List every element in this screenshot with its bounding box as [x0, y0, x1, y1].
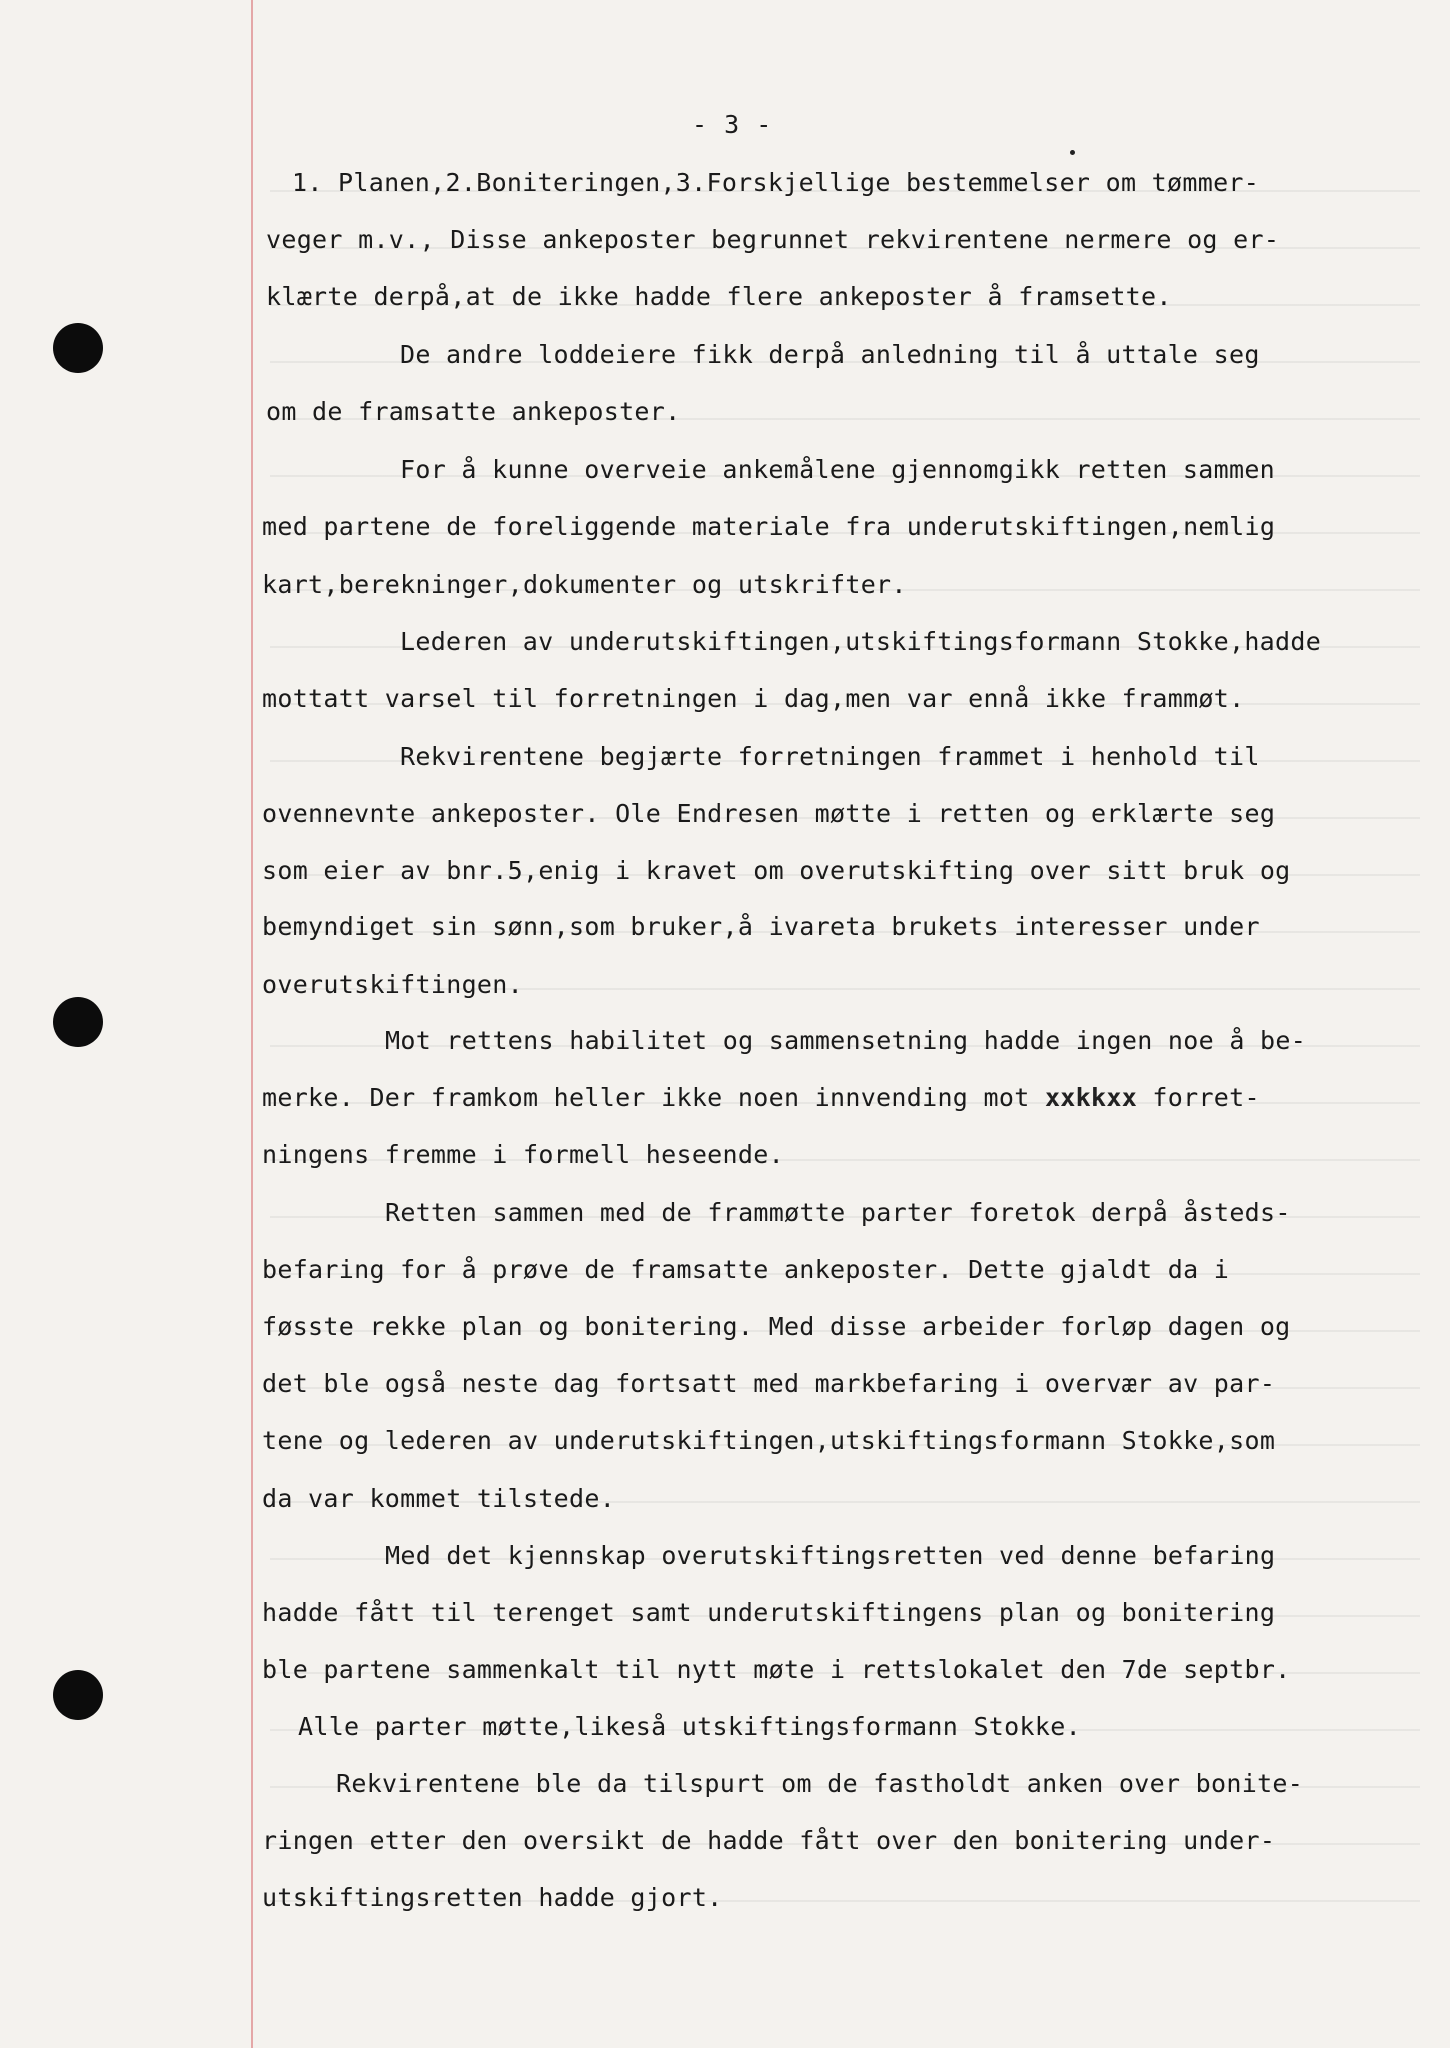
text-line: overutskiftingen. [262, 970, 523, 999]
text-line: ringen etter den oversikt de hadde fått over den bonitering under- [262, 1826, 1276, 1855]
text-line: med partene de foreliggende materiale fra underutskiftingen,nemlig [262, 512, 1276, 541]
text-line: Med det kjennskap overutskiftingsretten ved denne befaring [385, 1541, 1276, 1570]
text-line: da var kommet tilstede. [262, 1484, 616, 1513]
text-line: Mot rettens habilitet og sammensetning hadde ingen noe å be- [385, 1026, 1307, 1055]
text-segment: merke. Der framkom heller ikke noen innvending mot [262, 1083, 1030, 1112]
text-line: Alle parter møtte,likeså utskiftingsformann Stokke. [298, 1712, 1081, 1741]
text-line: veger m.v., Disse ankeposter begrunnet rekvirentene nermere og er- [266, 225, 1280, 254]
text-line: Retten sammen med de frammøtte parter foretok derpå åsteds- [385, 1198, 1291, 1227]
text-line: føsste rekke plan og bonitering. Med disse arbeider forløp dagen og [262, 1312, 1291, 1341]
text-line: De andre loddeiere fikk derpå anledning til å uttale seg [400, 340, 1260, 369]
text-line: Lederen av underutskiftingen,utskiftingsformann Stokke,hadde [400, 627, 1322, 656]
text-line: det ble også neste dag fortsatt med markbefaring i overvær av par- [262, 1369, 1276, 1398]
ink-speck [1070, 150, 1075, 155]
text-line: kart,berekninger,dokumenter og utskrifter. [262, 570, 907, 599]
text-line: bemyndiget sin sønn,som bruker,å ivareta brukets interesser under [262, 912, 1260, 941]
text-line: 1. Planen,2.Boniteringen,3.Forskjellige bestemmelser om tømmer- [292, 168, 1260, 197]
text-line: ningens fremme i formell heseende. [262, 1140, 784, 1169]
punch-hole [53, 1670, 103, 1720]
text-line [262, 1083, 1260, 1113]
margin-line [251, 0, 253, 2048]
punch-hole [53, 997, 103, 1047]
text-line: For å kunne overveie ankemålene gjennomgikk retten sammen [400, 455, 1276, 484]
text-line: utskiftingsretten hadde gjort. [262, 1883, 723, 1912]
struck-out-word: xxkkxx [1044, 1083, 1138, 1112]
text-line: som eier av bnr.5,enig i kravet om overutskifting over sitt bruk og [262, 856, 1291, 885]
text-line: Rekvirentene begjærte forretningen frammet i henhold til [400, 742, 1260, 771]
text-line: ovennevnte ankeposter. Ole Endresen møtte i retten og erklærte seg [262, 799, 1276, 828]
text-line: Rekvirentene ble da tilspurt om de fastholdt anken over bonite- [336, 1769, 1304, 1798]
text-segment: forret- [1152, 1083, 1260, 1112]
text-line: om de framsatte ankeposter. [266, 397, 681, 426]
text-line: hadde fått til terenget samt underutskiftingens plan og bonitering [262, 1598, 1276, 1627]
punch-hole [53, 323, 103, 373]
text-line: ble partene sammenkalt til nytt møte i rettslokalet den 7de septbr. [262, 1655, 1291, 1684]
text-line: befaring for å prøve de framsatte ankeposter. Dette gjaldt da i [262, 1255, 1230, 1284]
text-line: tene og lederen av underutskiftingen,utskiftingsformann Stokke,som [262, 1426, 1276, 1455]
text-line: klærte derpå,at de ikke hadde flere ankeposter å framsette. [266, 282, 1172, 311]
text-line: mottatt varsel til forretningen i dag,men var ennå ikke frammøt. [262, 684, 1245, 713]
page-number: - 3 - [692, 110, 773, 139]
